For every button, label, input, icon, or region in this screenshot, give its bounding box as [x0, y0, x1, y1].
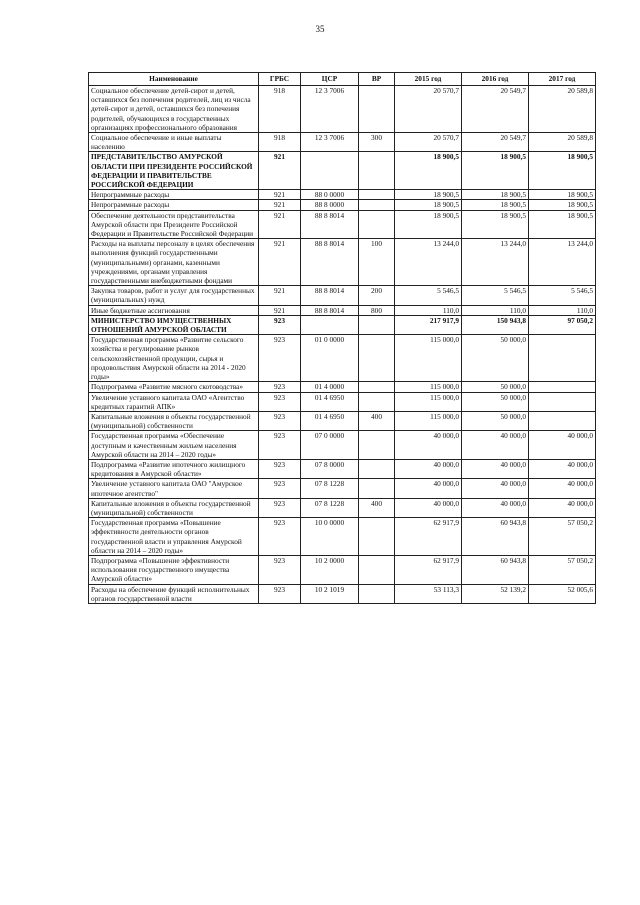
cell-2015: 53 113,3 [395, 584, 462, 603]
cell-2016: 40 000,0 [462, 479, 529, 498]
cell-2015: 18 900,5 [395, 210, 462, 239]
cell-csr: 10 2 1019 [301, 584, 359, 603]
header-2016: 2016 год [462, 73, 529, 86]
cell-2015: 18 900,5 [395, 152, 462, 190]
cell-2017 [529, 382, 596, 392]
cell-name: Расходы на выплаты персоналу в целях обеспечения выполнения функций государственными (муниципальными) органами, казенными учреждениями, органами управления государственными внебюджетными фондами [89, 239, 259, 286]
cell-name: Социальное обеспечение детей-сирот и детей, оставшихся без попечения родителей, лиц из числа детей-сирот и детей, оставшихся без попечения родителей, обучающихся в государственных организациях профессионального образования [89, 86, 259, 133]
cell-2016: 40 000,0 [462, 498, 529, 517]
cell-grbs: 923 [259, 411, 301, 430]
table-row [89, 382, 596, 392]
cell-2017: 57 050,2 [529, 555, 596, 584]
table-row [89, 86, 596, 133]
table-row [89, 133, 596, 152]
table-row [89, 479, 596, 498]
cell-2016: 40 000,0 [462, 431, 529, 460]
cell-csr: 12 3 7006 [301, 133, 359, 152]
cell-2015: 20 570,7 [395, 133, 462, 152]
cell-2015: 40 000,0 [395, 498, 462, 517]
cell-2017 [529, 392, 596, 411]
cell-csr: 88 8 8014 [301, 305, 359, 315]
cell-csr: 07 8 0000 [301, 459, 359, 478]
cell-csr: 88 8 8014 [301, 286, 359, 305]
cell-2015: 115 000,0 [395, 411, 462, 430]
cell-2015: 18 900,5 [395, 200, 462, 210]
cell-vr [359, 210, 395, 239]
cell-2015: 40 000,0 [395, 479, 462, 498]
cell-2017: 5 546,5 [529, 286, 596, 305]
table-row [89, 200, 596, 210]
cell-vr [359, 584, 395, 603]
cell-2017: 52 005,6 [529, 584, 596, 603]
cell-2015: 40 000,0 [395, 459, 462, 478]
cell-name: Подпрограмма «Развитие ипотечного жилищного кредитования в Амурской области» [89, 459, 259, 478]
cell-csr: 07 8 1228 [301, 479, 359, 498]
cell-name: Капитальные вложения в объекты государственной (муниципальной) собственности [89, 498, 259, 517]
table-row [89, 411, 596, 430]
cell-2015: 110,0 [395, 305, 462, 315]
cell-2017 [529, 335, 596, 382]
header-2015: 2015 год [395, 73, 462, 86]
cell-vr [359, 479, 395, 498]
cell-2017: 18 900,5 [529, 190, 596, 200]
cell-2017: 18 900,5 [529, 210, 596, 239]
cell-grbs: 923 [259, 431, 301, 460]
cell-name: Капитальные вложения в объекты государственной (муниципальной) собственности [89, 411, 259, 430]
cell-2017: 18 900,5 [529, 152, 596, 190]
cell-grbs: 923 [259, 335, 301, 382]
cell-grbs: 921 [259, 305, 301, 315]
table-row [89, 392, 596, 411]
cell-name: Подпрограмма «Повышение эффективности использования государственного имущества Амурской области» [89, 555, 259, 584]
cell-2016: 20 549,7 [462, 133, 529, 152]
cell-csr: 12 3 7006 [301, 86, 359, 133]
cell-name: МИНИСТЕРСТВО ИМУЩЕСТВЕННЫХ ОТНОШЕНИЙ АМУРСКОЙ ОБЛАСТИ [89, 315, 259, 334]
cell-vr: 300 [359, 133, 395, 152]
cell-2016: 150 943,8 [462, 315, 529, 334]
cell-name: Расходы на обеспечение функций исполнительных органов государственной власти [89, 584, 259, 603]
cell-vr [359, 382, 395, 392]
cell-2015: 62 917,9 [395, 518, 462, 556]
cell-vr [359, 200, 395, 210]
cell-2016: 50 000,0 [462, 382, 529, 392]
cell-csr: 88 8 8014 [301, 239, 359, 286]
cell-vr [359, 190, 395, 200]
cell-2017: 20 589,8 [529, 86, 596, 133]
cell-2015: 40 000,0 [395, 431, 462, 460]
cell-name: Подпрограмма «Развитие мясного скотоводства» [89, 382, 259, 392]
cell-vr [359, 152, 395, 190]
table-row [89, 190, 596, 200]
cell-2015: 62 917,9 [395, 555, 462, 584]
cell-2016: 13 244,0 [462, 239, 529, 286]
cell-csr: 10 2 0000 [301, 555, 359, 584]
cell-2017: 18 900,5 [529, 200, 596, 210]
cell-2016: 60 943,8 [462, 518, 529, 556]
cell-2015: 115 000,0 [395, 382, 462, 392]
cell-2016: 18 900,5 [462, 210, 529, 239]
table-row [89, 305, 596, 315]
table-row [89, 239, 596, 286]
cell-2015: 115 000,0 [395, 335, 462, 382]
header-vr: ВР [359, 73, 395, 86]
cell-2015: 13 244,0 [395, 239, 462, 286]
cell-csr [301, 152, 359, 190]
cell-grbs: 918 [259, 133, 301, 152]
cell-grbs: 921 [259, 286, 301, 305]
cell-name: Государственная программа «Обеспечение доступным и качественным жильем населения Амурской области на 2014 – 2020 годы» [89, 431, 259, 460]
cell-grbs: 923 [259, 584, 301, 603]
header-name: Наименование [89, 73, 259, 86]
cell-grbs: 921 [259, 152, 301, 190]
cell-vr: 200 [359, 286, 395, 305]
cell-2015: 115 000,0 [395, 392, 462, 411]
cell-2016: 50 000,0 [462, 392, 529, 411]
cell-2016: 110,0 [462, 305, 529, 315]
table-header [89, 73, 596, 86]
cell-csr: 88 0 0000 [301, 190, 359, 200]
cell-vr: 400 [359, 498, 395, 517]
cell-2016: 20 549,7 [462, 86, 529, 133]
cell-2017 [529, 411, 596, 430]
budget-table [88, 72, 596, 604]
table-row [89, 286, 596, 305]
cell-vr [359, 315, 395, 334]
page-number: 35 [315, 24, 325, 34]
table-row [89, 210, 596, 239]
cell-2015: 18 900,5 [395, 190, 462, 200]
cell-csr: 01 4 6950 [301, 392, 359, 411]
cell-2016: 60 943,8 [462, 555, 529, 584]
cell-2017: 13 244,0 [529, 239, 596, 286]
cell-2015: 20 570,7 [395, 86, 462, 133]
cell-csr: 88 8 8014 [301, 210, 359, 239]
table-row [89, 152, 596, 190]
cell-2015: 217 917,9 [395, 315, 462, 334]
cell-2015: 5 546,5 [395, 286, 462, 305]
cell-2017: 40 000,0 [529, 498, 596, 517]
cell-2016: 50 000,0 [462, 411, 529, 430]
cell-grbs: 923 [259, 518, 301, 556]
cell-vr: 800 [359, 305, 395, 315]
cell-name: Государственная программа «Развитие сельского хозяйства и регулирование рынков сельскохозяйственной продукции, сырья и продовольствия Амурской области на 2014 - 2020 годы» [89, 335, 259, 382]
cell-vr: 400 [359, 411, 395, 430]
table-body [89, 86, 596, 604]
cell-csr: 10 0 0000 [301, 518, 359, 556]
cell-name: Непрограммные расходы [89, 200, 259, 210]
cell-vr [359, 335, 395, 382]
header-2017: 2017 год [529, 73, 596, 86]
cell-name: Социальное обеспечение и иные выплаты населению [89, 133, 259, 152]
cell-grbs: 921 [259, 190, 301, 200]
header-row [89, 73, 596, 86]
cell-grbs: 921 [259, 210, 301, 239]
table-row [89, 498, 596, 517]
cell-grbs: 923 [259, 392, 301, 411]
cell-vr [359, 392, 395, 411]
cell-2016: 50 000,0 [462, 335, 529, 382]
header-csr: ЦСР [301, 73, 359, 86]
cell-2017: 40 000,0 [529, 459, 596, 478]
cell-2016: 5 546,5 [462, 286, 529, 305]
cell-csr: 01 4 6950 [301, 411, 359, 430]
cell-vr: 100 [359, 239, 395, 286]
cell-vr [359, 431, 395, 460]
table-row [89, 431, 596, 460]
cell-2016: 52 139,2 [462, 584, 529, 603]
cell-2017: 57 050,2 [529, 518, 596, 556]
cell-grbs: 923 [259, 498, 301, 517]
cell-vr [359, 518, 395, 556]
cell-name: Увеличение уставного капитала ОАО "Амурское ипотечное агентство" [89, 479, 259, 498]
cell-csr: 07 0 0000 [301, 431, 359, 460]
cell-name: ПРЕДСТАВИТЕЛЬСТВО АМУРСКОЙ ОБЛАСТИ ПРИ ПРЕЗИДЕНТЕ РОССИЙСКОЙ ФЕДЕРАЦИИ И ПРАВИТЕЛЬСТВЕ РОССИЙСКОЙ ФЕДЕРАЦИИ [89, 152, 259, 190]
cell-name: Непрограммные расходы [89, 190, 259, 200]
cell-csr: 01 4 0000 [301, 382, 359, 392]
table-row [89, 459, 596, 478]
header-grbs: ГРБС [259, 73, 301, 86]
cell-csr: 01 0 0000 [301, 335, 359, 382]
table-row [89, 335, 596, 382]
cell-grbs: 923 [259, 315, 301, 334]
table-row [89, 584, 596, 603]
cell-vr [359, 555, 395, 584]
cell-csr: 88 8 0000 [301, 200, 359, 210]
cell-grbs: 923 [259, 382, 301, 392]
cell-grbs: 923 [259, 459, 301, 478]
cell-name: Закупка товаров, работ и услуг для государственных (муниципальных) нужд [89, 286, 259, 305]
cell-name: Государственная программа «Повышение эффективности деятельности органов государственной власти и управления Амурской области на 2014 – 2020 годы» [89, 518, 259, 556]
cell-2017: 97 050,2 [529, 315, 596, 334]
cell-vr [359, 459, 395, 478]
cell-2016: 18 900,5 [462, 152, 529, 190]
table-row [89, 555, 596, 584]
cell-2017: 20 589,8 [529, 133, 596, 152]
cell-grbs: 918 [259, 86, 301, 133]
cell-grbs: 923 [259, 479, 301, 498]
cell-2017: 40 000,0 [529, 479, 596, 498]
cell-2017: 110,0 [529, 305, 596, 315]
cell-name: Обеспечение деятельности представительства Амурской области при Президенте Российской Федерации и Правительстве Российской Федерации [89, 210, 259, 239]
cell-2016: 40 000,0 [462, 459, 529, 478]
cell-vr [359, 86, 395, 133]
cell-2016: 18 900,5 [462, 190, 529, 200]
cell-name: Увеличение уставного капитала ОАО «Агентство кредитных гарантий АПК» [89, 392, 259, 411]
cell-2017: 40 000,0 [529, 431, 596, 460]
cell-grbs: 921 [259, 239, 301, 286]
table-row [89, 315, 596, 334]
cell-2016: 18 900,5 [462, 200, 529, 210]
cell-csr: 07 8 1228 [301, 498, 359, 517]
table-row [89, 518, 596, 556]
cell-name: Иные бюджетные ассигнования [89, 305, 259, 315]
cell-grbs: 923 [259, 555, 301, 584]
cell-grbs: 921 [259, 200, 301, 210]
cell-csr [301, 315, 359, 334]
